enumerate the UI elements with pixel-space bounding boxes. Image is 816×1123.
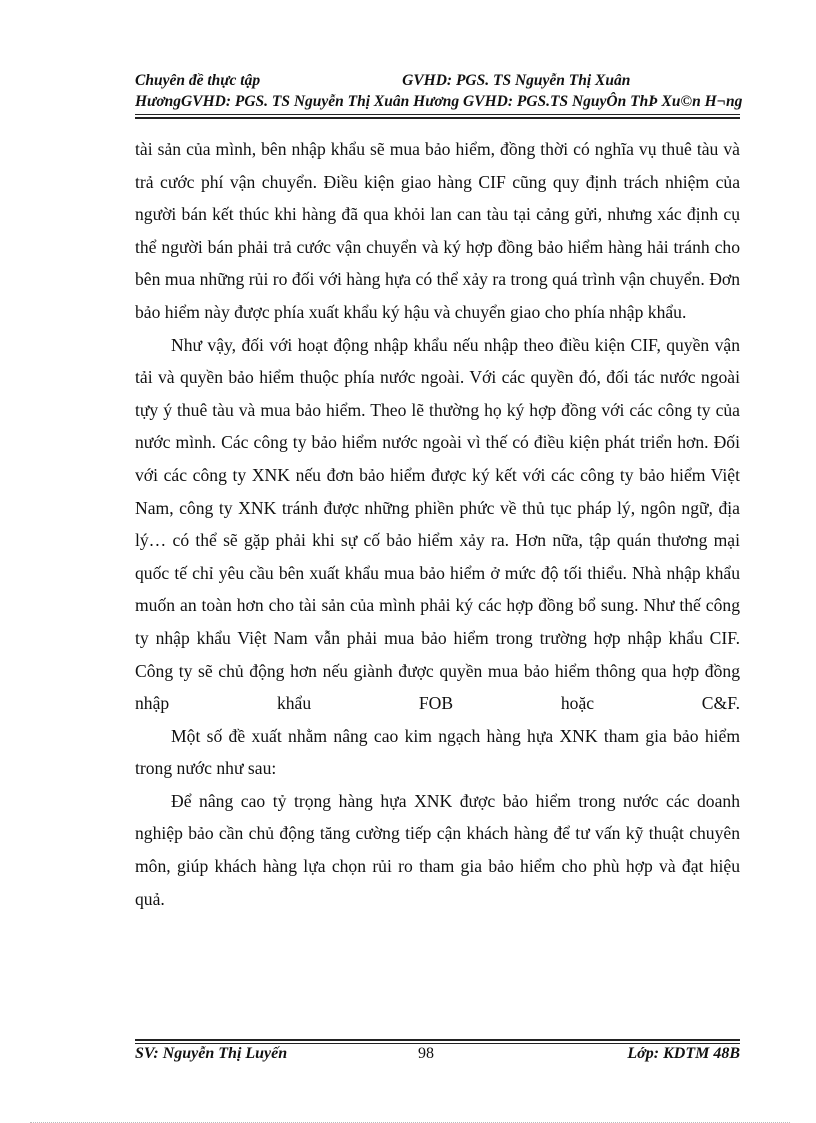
header-title: Chuyên đề thực tập (135, 72, 261, 89)
paragraph-4: Để nâng cao tỷ trọng hàng hựa XNK được bảo hiểm trong nước các doanh nghiệp bảo cần chủ động tăng cường tiếp cận khách hàng để tư vấn kỹ thuật chuyên môn, giúp khách hàng lựa chọn rủi ro tham gia bảo hiểm cho phù hợp và đạt hiệu quả. (135, 790, 740, 909)
header-rule (135, 114, 740, 115)
header-line-1 (135, 70, 816, 91)
paragraph-1: tài sản của mình, bên nhập khẩu sẽ mua bảo hiểm, đồng thời có nghĩa vụ thuê tàu và trả cước phí vận chuyển. Điều kiện giao hàng CIF cũng quy định trách nhiệm của người bán kết thúc khi hàng đã qua khỏi lan can tàu tại cảng gửi, nhưng xác định cụ thể người bán phải trả cước vận chuyển và ký hợp đồng bảo hiểm hàng hải tránh cho bên mua những rủi ro đối với hàng hựa có thể xảy ra trong quá trình vận chuyển. Đơn bảo hiểm này được phía xuất khẩu ký hậu và chuyển giao cho phía nhập khẩu. (135, 139, 740, 322)
page-header (135, 70, 816, 112)
paragraph-3: Một số đề xuất nhằm nâng cao kim ngạch hàng hựa XNK tham gia bảo hiểm trong nước như sau: (135, 725, 740, 779)
paragraph-2: Như vậy, đối với hoạt động nhập khẩu nếu nhập theo điều kiện CIF, quyền vận tải và quyền bảo hiểm thuộc phía nước ngoài. Với các quyền đó, đối tác nước ngoài tựy ý thuê tàu và mua bảo hiểm. Theo lẽ thường họ ký hợp đồng với các công ty của nước mình. Các công ty bảo hiểm nước ngoài vì thế có điều kiện phát triển hơn. Đối với các công ty XNK nếu đơn bảo hiểm được ký kết với các công ty bảo hiểm Việt Nam, công ty XNK tránh được những phiền phức về thủ tục pháp lý, ngôn ngữ, địa lý… có thể sẽ gặp phải khi sự cố bảo hiểm xảy ra. Hơn nữa, tập quán thương mại quốc tế chỉ yêu cầu bên xuất khẩu mua bảo hiểm ở mức độ tối thiểu. Nhà nhập khẩu muốn an toàn hơn cho tài sản của mình phải ký các hợp đồng bổ sung. Như thế công ty nhập khẩu Việt Nam vẫn phải mua bảo hiểm trong trường hợp nhập khẩu CIF. Công ty sẽ chủ động hơn nếu giành được quyền mua bảo hiểm thông qua hợp đồng nhập khẩu FOB hoặc C&F. (135, 334, 740, 714)
document-body (135, 133, 740, 915)
header-supervisor: GVHD: PGS. TS Nguyễn Thị Xuân (402, 72, 631, 89)
page-number: 98 (418, 1045, 434, 1062)
header-rule-thick (135, 117, 740, 119)
page-footer (135, 1045, 740, 1069)
footer-rule (135, 1043, 740, 1044)
header-line-2: HươngGVHD: PGS. TS Nguyễn Thị Xuân Hương GVHD: PGS.TS NguyÔn ThÞ Xu©n H¬ng (135, 93, 743, 110)
footer-rule-thick (135, 1039, 740, 1041)
footer-class: Lớp: KDTM 48B (627, 1045, 740, 1062)
footer-student-name: SV: Nguyễn Thị Luyến (135, 1045, 288, 1062)
